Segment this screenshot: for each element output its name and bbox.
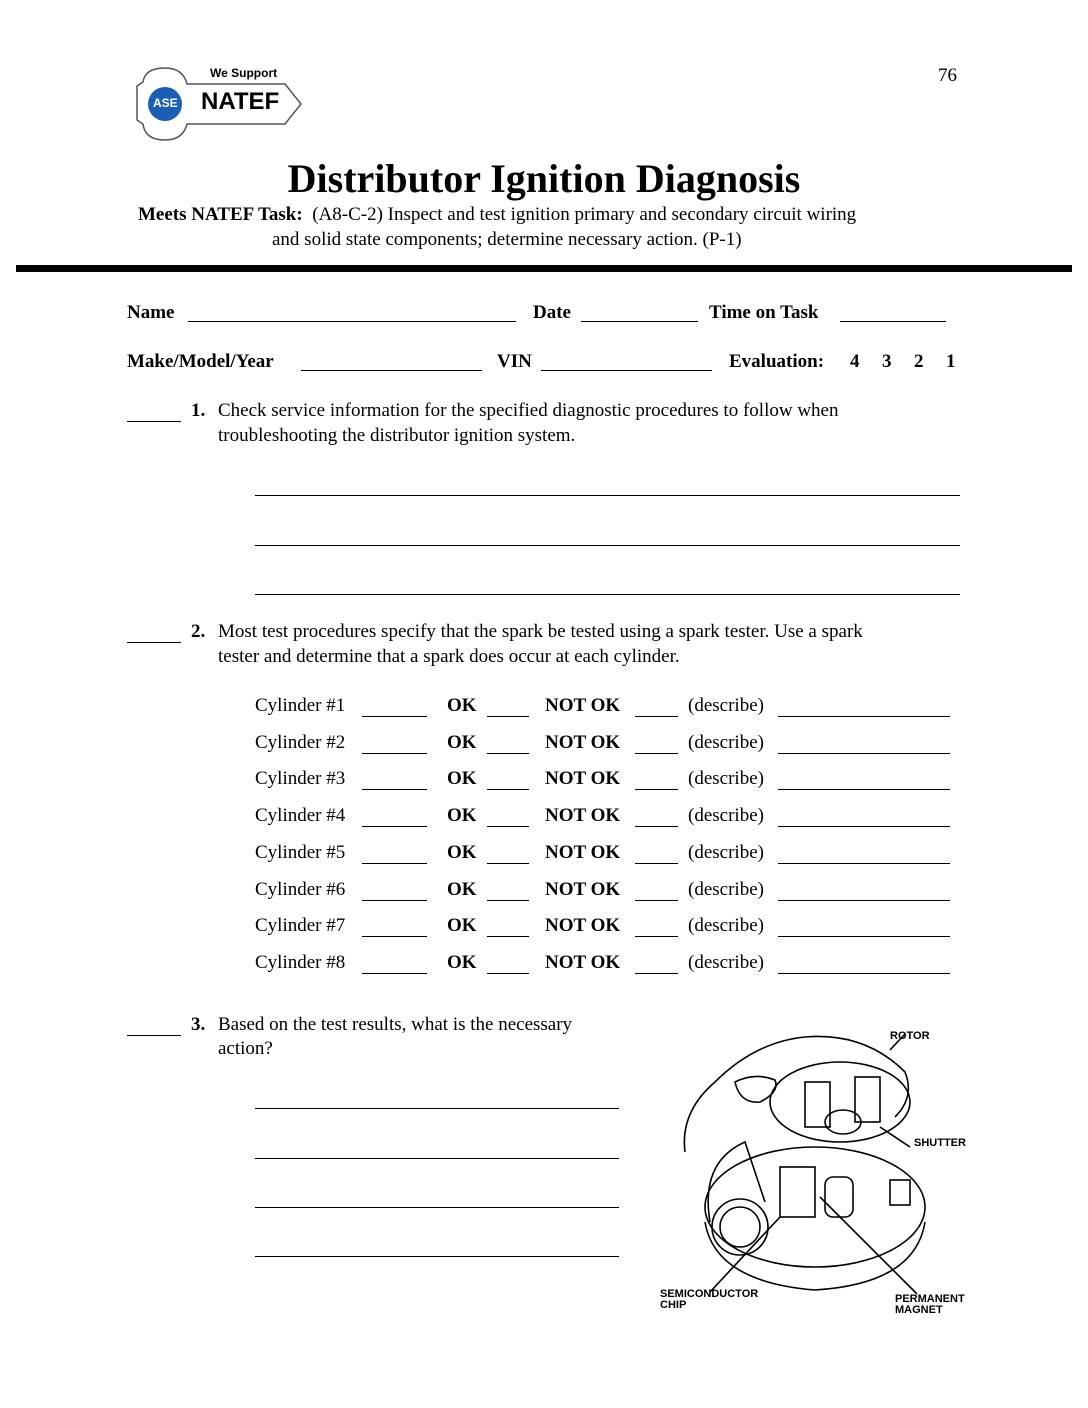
ok-field[interactable] — [487, 900, 529, 901]
label-chip: CHIP — [660, 1299, 687, 1311]
page-number: 76 — [938, 65, 957, 86]
cylinder-label: Cylinder #8 — [255, 951, 346, 973]
answer-line[interactable] — [255, 495, 960, 496]
not-ok-field[interactable] — [635, 789, 678, 790]
describe-label: (describe) — [688, 878, 764, 900]
ok-field[interactable] — [487, 716, 529, 717]
item3-text-2: action? — [218, 1038, 273, 1059]
score-2[interactable]: 2 — [914, 351, 924, 372]
ok-label: OK — [447, 768, 477, 790]
not-ok-field[interactable] — [635, 716, 678, 717]
ok-field[interactable] — [487, 826, 529, 827]
ok-label: OK — [447, 951, 477, 973]
cylinder-result-field[interactable] — [362, 936, 427, 937]
distributor-illustration — [655, 1022, 975, 1318]
describe-field[interactable] — [778, 753, 950, 754]
cylinder-result-field[interactable] — [362, 753, 427, 754]
describe-field[interactable] — [778, 789, 950, 790]
ok-field[interactable] — [487, 789, 529, 790]
name-field[interactable] — [188, 321, 516, 322]
item2-check[interactable] — [127, 642, 181, 643]
cylinder-label: Cylinder #6 — [255, 878, 346, 900]
task-text-2: and solid state components; determine necessary action. (P-1) — [272, 229, 742, 250]
make-field[interactable] — [301, 370, 482, 371]
item-number: 1. — [191, 400, 206, 421]
describe-label: (describe) — [688, 915, 764, 937]
not-ok-field[interactable] — [635, 753, 678, 754]
not-ok-label: NOT OK — [545, 805, 621, 827]
answer-line[interactable] — [255, 1256, 619, 1257]
cylinder-result-field[interactable] — [362, 900, 427, 901]
cylinder-result-field[interactable] — [362, 826, 427, 827]
answer-line[interactable] — [255, 1158, 619, 1159]
item1-text: Check service information for the specified diagnostic procedures to follow when — [218, 400, 839, 421]
describe-field[interactable] — [778, 716, 950, 717]
label-rotor: ROTOR — [890, 1030, 930, 1042]
evaluation-label: Evaluation: — [729, 351, 825, 372]
cylinder-label: Cylinder #2 — [255, 731, 346, 753]
date-label: Date — [533, 302, 571, 323]
natef-logo: ASE We Support NATEF — [135, 62, 303, 146]
not-ok-label: NOT OK — [545, 768, 621, 790]
cylinder-label: Cylinder #4 — [255, 805, 346, 827]
not-ok-field[interactable] — [635, 826, 678, 827]
not-ok-field[interactable] — [635, 973, 678, 974]
describe-label: (describe) — [688, 695, 764, 716]
ok-label: OK — [447, 731, 477, 753]
not-ok-field[interactable] — [635, 936, 678, 937]
cylinder-label: Cylinder #1 — [255, 695, 346, 716]
time-field[interactable] — [840, 321, 946, 322]
make-label: Make/Model/Year — [127, 351, 274, 372]
item1-check[interactable] — [127, 421, 181, 422]
task-label: Meets NATEF Task: — [138, 204, 303, 225]
item-number: 3. — [191, 1014, 206, 1035]
not-ok-label: NOT OK — [545, 695, 621, 716]
item-number: 2. — [191, 621, 206, 642]
describe-label: (describe) — [688, 841, 764, 863]
ok-label: OK — [447, 878, 477, 900]
item1-text-2: troubleshooting the distributor ignition system. — [218, 425, 576, 446]
ok-field[interactable] — [487, 753, 529, 754]
describe-label: (describe) — [688, 951, 764, 973]
ok-label: OK — [447, 915, 477, 937]
not-ok-label: NOT OK — [545, 915, 621, 937]
label-semiconductor: SEMICONDUCTOR — [660, 1288, 759, 1300]
cylinder-result-field[interactable] — [362, 789, 427, 790]
describe-field[interactable] — [778, 900, 950, 901]
cylinder-label: Cylinder #7 — [255, 915, 346, 937]
cylinder-label: Cylinder #5 — [255, 841, 346, 863]
answer-line[interactable] — [255, 1108, 619, 1109]
describe-field[interactable] — [778, 863, 950, 864]
cylinder-result-field[interactable] — [362, 973, 427, 974]
ok-field[interactable] — [487, 863, 529, 864]
date-field[interactable] — [581, 321, 698, 322]
describe-label: (describe) — [688, 768, 764, 790]
ok-label: OK — [447, 805, 477, 827]
describe-field[interactable] — [778, 973, 950, 974]
not-ok-label: NOT OK — [545, 951, 621, 973]
name-label: Name — [127, 302, 175, 323]
item2-text-2: tester and determine that a spark does occur at each cylinder. — [218, 646, 680, 667]
time-label: Time on Task — [709, 302, 819, 323]
score-3[interactable]: 3 — [882, 351, 892, 372]
ok-field[interactable] — [487, 973, 529, 974]
ok-label: OK — [447, 695, 477, 716]
describe-label: (describe) — [688, 731, 764, 753]
not-ok-label: NOT OK — [545, 878, 621, 900]
page-title: Distributor Ignition Diagnosis — [287, 156, 801, 201]
cylinder-label: Cylinder #3 — [255, 768, 346, 790]
describe-field[interactable] — [778, 936, 950, 937]
score-4[interactable]: 4 — [850, 351, 860, 372]
header-divider — [16, 265, 1072, 272]
ok-field[interactable] — [487, 936, 529, 937]
item3-check[interactable] — [127, 1035, 181, 1036]
vin-label: VIN — [497, 351, 532, 372]
ok-label: OK — [447, 841, 477, 863]
answer-line[interactable] — [255, 545, 960, 546]
label-shutter: SHUTTER — [914, 1137, 966, 1149]
not-ok-field[interactable] — [635, 900, 678, 901]
describe-label: (describe) — [688, 805, 764, 827]
item3-text: Based on the test results, what is the necessary — [218, 1014, 573, 1035]
answer-line[interactable] — [255, 1207, 619, 1208]
task-text: (A8-C-2) Inspect and test ignition primary and secondary circuit wiring — [312, 204, 857, 225]
not-ok-label: NOT OK — [545, 841, 621, 863]
not-ok-label: NOT OK — [545, 731, 621, 753]
score-1[interactable]: 1 — [946, 351, 956, 372]
cylinder-result-field[interactable] — [362, 863, 427, 864]
not-ok-field[interactable] — [635, 863, 678, 864]
label-magnet: MAGNET — [895, 1304, 943, 1316]
vin-field[interactable] — [541, 370, 712, 371]
answer-line[interactable] — [255, 594, 960, 595]
describe-field[interactable] — [778, 826, 950, 827]
label-permanent: PERMANENT — [895, 1293, 965, 1305]
item2-text: Most test procedures specify that the spark be tested using a spark tester. Use a spark — [218, 621, 863, 642]
cylinder-result-field[interactable] — [362, 716, 427, 717]
